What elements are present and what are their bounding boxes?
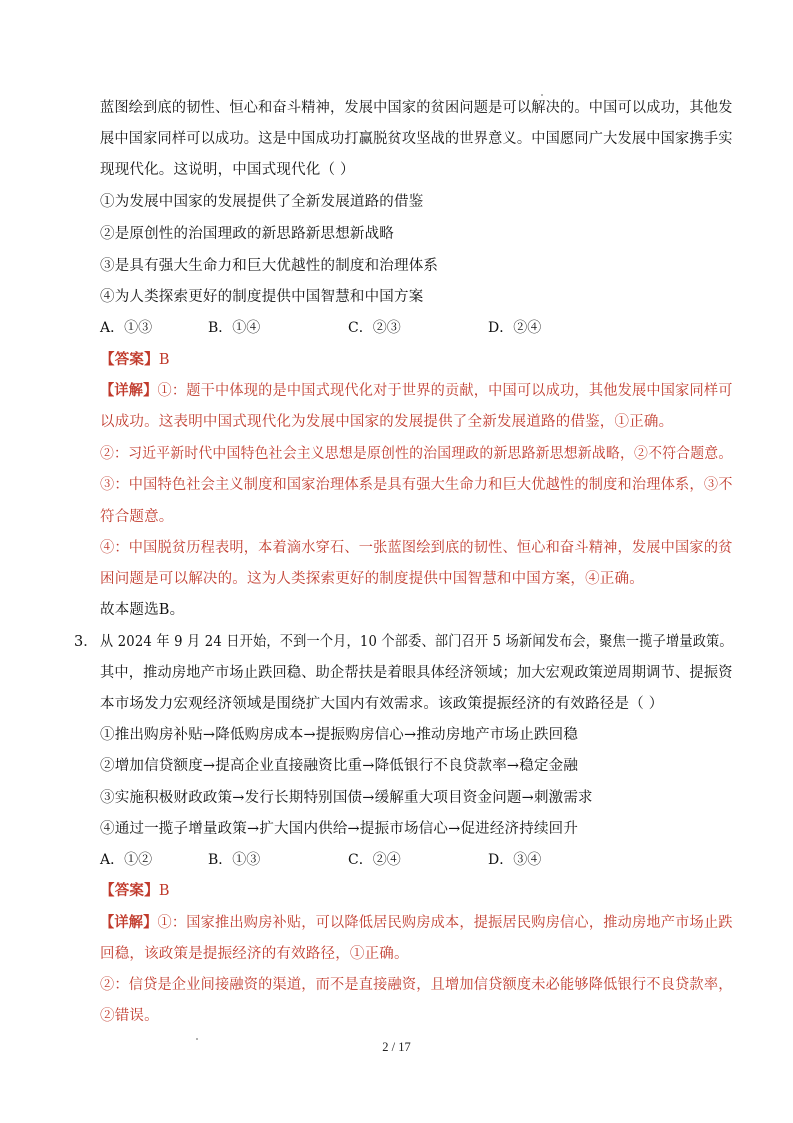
q3-answer bbox=[100, 881, 170, 901]
q2-statement-1: ①为发展中国家的发展提供了全新发展道路的借鉴 bbox=[100, 194, 424, 210]
detail-text: ①：题干中体现的是中国式现代化对于世界的贡献，中国可以成功，其他发展中国家同样可 bbox=[157, 383, 733, 399]
q2-detail-line-3: ②：习近平新时代中国特色社会主义思想是原创性的治国理政的新思路新思想新战略，②不符合题意。 bbox=[100, 446, 733, 462]
q3-stem-line-1: 从 2024 年 9 月 24 日开始，不到一个月，10 个部委、部门召开 5 场新闻发布会，聚焦一揽子增量政策。 bbox=[100, 634, 733, 650]
page-number: 2 / 17 bbox=[382, 1040, 411, 1054]
q3-number: 3． bbox=[74, 634, 98, 650]
answer-value: B bbox=[158, 352, 170, 368]
q2-detail-line-1 bbox=[100, 381, 733, 401]
scan-speck bbox=[196, 1038, 198, 1040]
detail-label: 【详解】 bbox=[100, 914, 158, 931]
q3-stem-line-2: 其中，推动房地产市场止跌回稳、助企帮扶是着眼具体经济领域；加大宏观政策逆周期调节、提振资 bbox=[100, 665, 733, 681]
q3-detail-line-4: ②错误。 bbox=[100, 1008, 159, 1024]
q3-option-a: A．①② bbox=[100, 852, 153, 868]
answer-label: 【答案】 bbox=[100, 882, 159, 899]
q2-stem-line-3: 现现代化。这说明，中国式现代化（ ） bbox=[100, 162, 355, 178]
q2-option-c: C．②③ bbox=[348, 320, 401, 336]
detail-text: ①：国家推出购房补贴，可以降低居民购房成本，提振居民购房信心，推动房地产市场止跌 bbox=[157, 915, 733, 931]
scan-speck bbox=[541, 94, 543, 96]
q2-option-a: A．①③ bbox=[100, 320, 153, 336]
q2-conclusion: 故本题选B。 bbox=[100, 602, 185, 618]
q2-detail-line-4: ③：中国特色社会主义制度和国家治理体系是具有强大生命力和巨大优越性的制度和治理体系，③不 bbox=[100, 477, 733, 493]
q3-statement-3: ③实施积极财政政策→发行长期特别国债→缓解重大项目资金问题→刺激需求 bbox=[100, 790, 593, 806]
answer-value: B bbox=[158, 883, 170, 899]
q2-detail-line-6: ④：中国脱贫历程表明，本着滴水穿石、一张蓝图绘到底的韧性、恒心和奋斗精神，发展中国家的贫 bbox=[100, 540, 733, 556]
q2-answer bbox=[100, 350, 170, 370]
q2-statement-3: ③是具有强大生命力和巨大优越性的制度和治理体系 bbox=[100, 258, 439, 274]
q2-option-b: B．①④ bbox=[208, 320, 261, 336]
q2-detail-line-5: 符合题意。 bbox=[100, 509, 174, 525]
q3-detail-line-1 bbox=[100, 913, 733, 933]
q2-detail-line-2: 以成功。这表明中国式现代化为发展中国家的发展提供了全新发展道路的借鉴，①正确。 bbox=[100, 414, 674, 430]
q2-statement-4: ④为人类探索更好的制度提供中国智慧和中国方案 bbox=[100, 289, 424, 305]
q3-option-b: B．①③ bbox=[208, 852, 261, 868]
answer-label: 【答案】 bbox=[100, 351, 159, 368]
detail-label: 【详解】 bbox=[100, 382, 158, 399]
q3-stem-line-3: 本市场发力宏观经济领域是围绕扩大国内有效需求。该政策提振经济的有效路径是（ ） bbox=[100, 696, 664, 712]
q2-option-d: D．②④ bbox=[488, 320, 542, 336]
q2-stem-line-2: 展中国家同样可以成功。这是中国成功打赢脱贫攻坚战的世界意义。中国愿同广大发展中国家携手实 bbox=[100, 131, 733, 147]
q3-detail-line-2: 回稳，该政策是提振经济的有效路径，①正确。 bbox=[100, 946, 409, 962]
q2-detail-line-7: 困问题是可以解决的。这为人类探索更好的制度提供中国智慧和中国方案，④正确。 bbox=[100, 571, 644, 587]
q2-statement-2: ②是原创性的治国理政的新思路新思想新战略 bbox=[100, 226, 394, 242]
q3-statement-4: ④通过一揽子增量政策→扩大国内供给→提振市场信心→促进经济持续回升 bbox=[100, 821, 579, 837]
q2-stem-line-1: 蓝图绘到底的韧性、恒心和奋斗精神，发展中国家的贫困问题是可以解决的。中国可以成功，其他发 bbox=[100, 100, 733, 116]
q3-statement-2: ②增加信贷额度→提高企业直接融资比重→降低银行不良贷款率→稳定金融 bbox=[100, 758, 579, 774]
q3-option-c: C．②④ bbox=[348, 852, 401, 868]
q3-statement-1: ①推出购房补贴→降低购房成本→提振购房信心→推动房地产市场止跌回稳 bbox=[100, 727, 579, 743]
q3-option-d: D．③④ bbox=[488, 852, 542, 868]
q3-detail-line-3: ②：信贷是企业间接融资的渠道，而不是直接融资，且增加信贷额度未必能够降低银行不良贷款率， bbox=[100, 977, 733, 993]
